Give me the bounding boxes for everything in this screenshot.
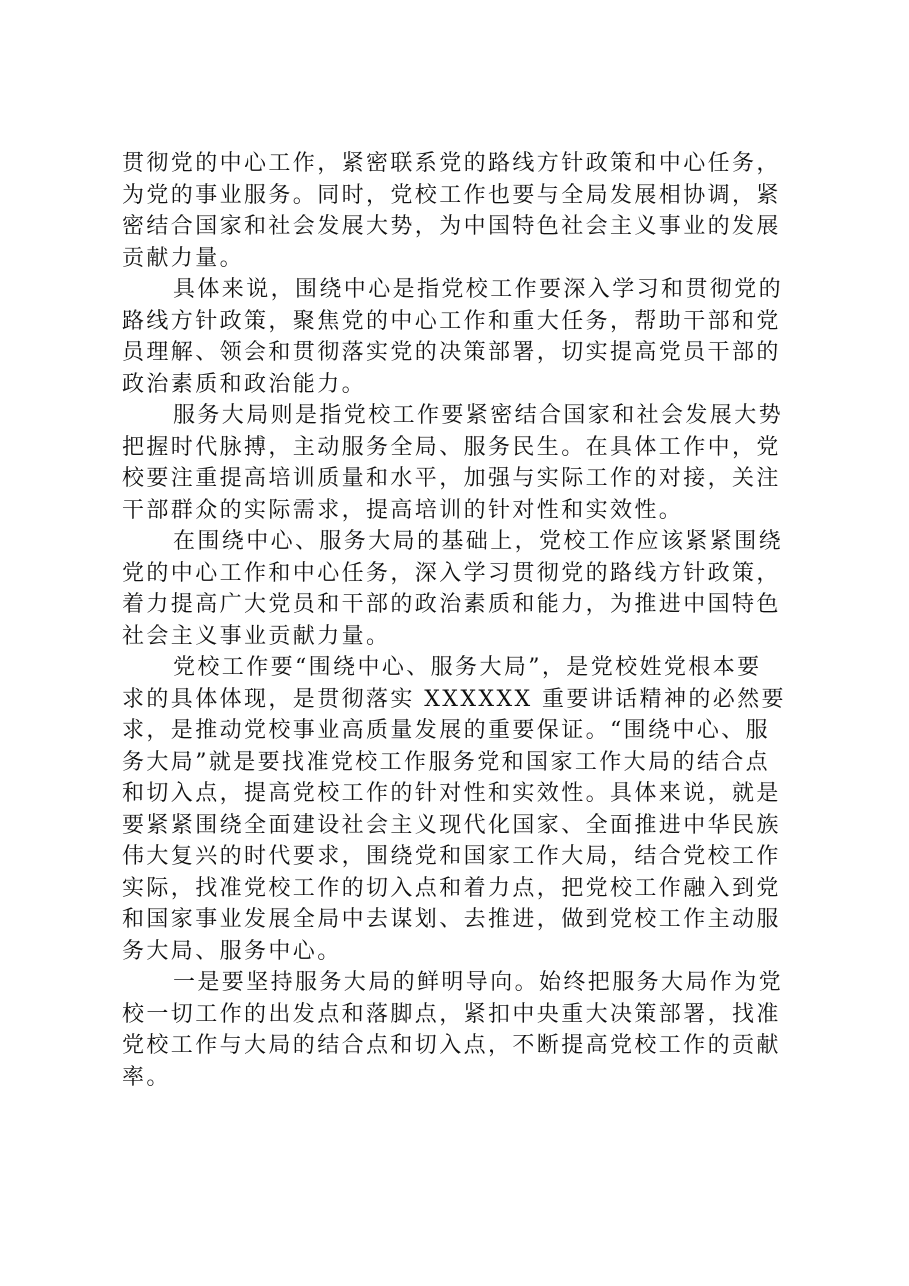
paragraph-around-center: 具体来说，围绕中心是指党校工作要深入学习和贯彻党的 路线方针政策，聚焦党的中心工作和重大任务，帮助干部和党 员理解、领会和贯彻落实党的决策部署，切实提高党员干部的 政治素质和政治能力。 <box>122 277 784 397</box>
paragraph-serve-overall: 服务大局则是指党校工作要紧密结合国家和社会发展大势 把握时代脉搏，主动服务全局、服务民生。在具体工作中，党 校要注重提高培训质量和水平，加强与实际工作的对接，关注 干部群众的实际需求，提高培训的针对性和实效性。 <box>122 403 784 523</box>
paragraph-foundation: 在围绕中心、服务大局的基础上，党校工作应该紧紧围绕 党的中心工作和中心任务，深入学习贯彻党的路线方针政策， 着力提高广大党员和干部的政治素质和能力，为推进中国特色 社会主义事业贡献力量。 <box>122 529 784 649</box>
paragraph-party-school-requirement: 党校工作要“围绕中心、服务大局”，是党校姓党根本要 求的具体体现，是贯彻落实 XXXXXX 重要讲话精神的必然要 求，是推动党校事业高质量发展的重要保证。“围绕中心、服 务大局”就是要找准党校工作服务党和国家工作大局的结合点 和切入点，提高党校工作的针对性和实效性。具体来说，就是 要紧紧围绕全面建设社会主义现代化国家、全面推进中华民族 伟大复兴的时代要求，围绕党和国家工作大局，结合党校工作 实际，找准党校工作的切入点和着力点，把党校工作融入到党 和国家事业发展全局中去谋划、去推进，做到党校工作主动服 务大局、服务中心。 <box>122 655 786 964</box>
document-body <box>122 148 798 1093</box>
paragraph-continuation: 贯彻党的中心工作，紧密联系党的路线方针政策和中心任务， 为党的事业服务。同时，党校工作也要与全局发展相协调，紧 密结合国家和社会发展大势，为中国特色社会主义事业的发展 贡献力量。 <box>122 151 781 271</box>
paragraph-point-one: 一是要坚持服务大局的鲜明导向。始终把服务大局作为党 校一切工作的出发点和落脚点，紧扣中央重大决策部署，找准 党校工作与大局的结合点和切入点，不断提高党校工作的贡献 率。 <box>122 970 784 1090</box>
